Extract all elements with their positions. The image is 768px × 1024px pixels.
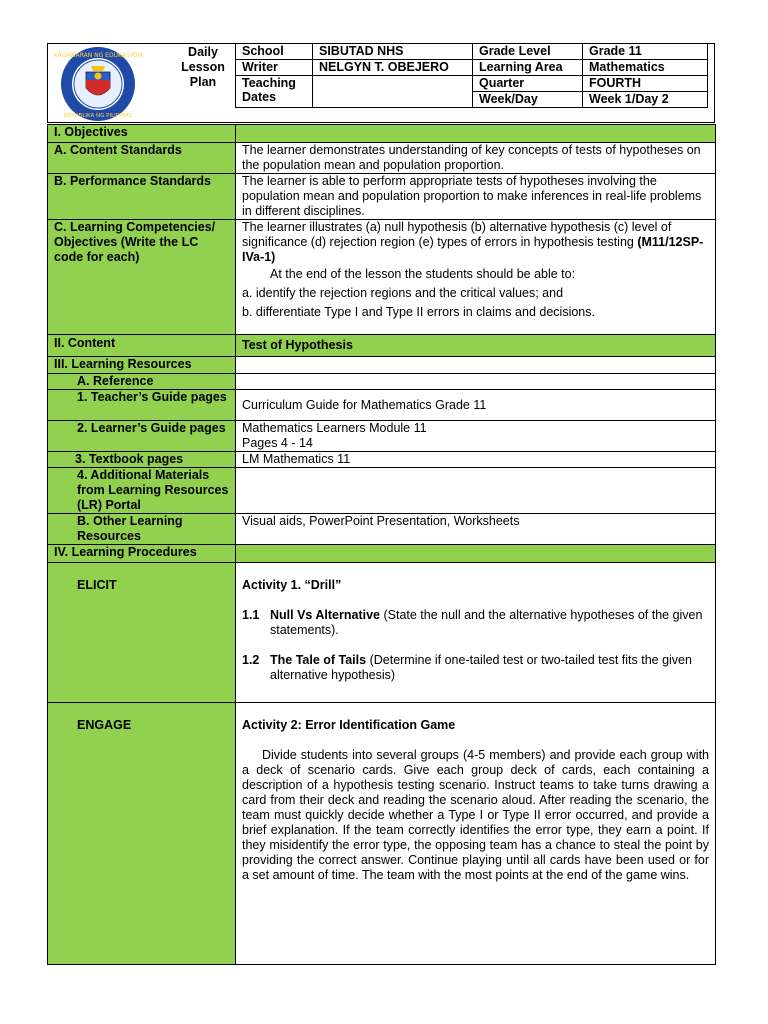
end-of-lesson-text: At the end of the lesson the students should be able to:: [270, 267, 576, 281]
engage-cell: [236, 703, 716, 965]
content-value: Test of Hypothesis: [236, 335, 716, 357]
teachers-guide-label: 1. Teacher’s Guide pages: [48, 390, 236, 421]
learning-resources-heading: III. Learning Resources: [48, 357, 236, 374]
competencies-cell: [236, 220, 716, 335]
content-standards-label: A. Content Standards: [48, 143, 236, 174]
learning-area-label: Learning Area: [473, 60, 583, 76]
activity2-title: Activity 2: Error Identification Game: [242, 718, 456, 732]
week-day-value: Week 1/Day 2: [583, 92, 708, 108]
teaching-dates-label: Teaching Dates: [236, 76, 313, 108]
teaching-dates-value: [313, 76, 473, 108]
activity2-text: Divide students into several groups (4-5 members) and provide each group with a deck of scenario cards. Give each group deck of cards, each containing a description of a hypothesis testing scenario. Instruct teams to take turns drawing a card from their deck and reading the scenario aloud. After reading the scenario, the team must quickly decide whether a Type I or Type II error occurred, and provide a brief explanation. If the team correctly identifies the error type, they earn a point. If they misidentify the error type, the opposing team has a chance to steal the point by providing the correct answer. Continue playing until all cards have been used or for a set amount of time. The team with the most points at the end of the game wins.: [242, 748, 709, 882]
header-meta-table: [235, 43, 708, 108]
quarter-value: FOURTH: [583, 76, 708, 92]
lesson-plan-table: [47, 124, 716, 965]
drill-item-2-title: The Tale of Tails: [270, 653, 367, 667]
activity1-title: Activity 1. “Drill”: [242, 578, 342, 592]
deped-seal-icon: [53, 46, 143, 122]
learners-guide-text-1: Mathematics Learners Module 11: [242, 421, 427, 435]
learning-procedures-heading: IV. Learning Procedures: [48, 545, 236, 563]
grade-level-label: Grade Level: [473, 44, 583, 60]
drill-item-1-title: Null Vs Alternative: [270, 608, 380, 622]
drill-item-2-text: (Determine if one-tailed test or two-tailed test fits the given alternative hypothesis): [270, 653, 692, 682]
teachers-guide-text: Curriculum Guide for Mathematics Grade 11: [236, 390, 716, 421]
writer-label: Writer: [236, 60, 313, 76]
lesson-plan-header: [47, 43, 715, 123]
drill-item-2: 1.2 The Tale of Tails (Determine if one-tailed test or two-tailed test fits the given alternative hypothesis): [242, 653, 692, 682]
week-day-label: Week/Day: [473, 92, 583, 108]
drill-item-1: 1.1 Null Vs Alternative (State the null and the alternative hypotheses of the given statements).: [242, 608, 703, 637]
daily-lesson-plan-title: Daily Lesson Plan: [181, 45, 225, 89]
quarter-label: Quarter: [473, 76, 583, 92]
competencies-label: C. Learning Competencies/ Objectives (Write the LC code for each): [48, 220, 236, 335]
textbook-text: LM Mathematics 11: [236, 452, 716, 468]
other-resources-text: Visual aids, PowerPoint Presentation, Worksheets: [236, 514, 716, 545]
objective-a: a. identify the rejection regions and the critical values; and: [242, 286, 564, 300]
svg-text:KAGAWARAN NG EDUKASYON: KAGAWARAN NG EDUKASYON: [53, 52, 143, 59]
grade-level-value: Grade 11: [583, 44, 708, 60]
textbook-label: 3. Textbook pages: [48, 452, 236, 468]
additional-materials-label: 4. Additional Materials from Learning Resources (LR) Portal: [48, 468, 236, 514]
performance-standards-text: The learner is able to perform appropriate tests of hypotheses involving the population mean and population proportion to make inferences in real-life problems in different disciplines.: [236, 174, 716, 220]
performance-standards-label: B. Performance Standards: [48, 174, 236, 220]
content-label: II. Content: [48, 335, 236, 357]
learners-guide-cell: [236, 421, 716, 452]
objectives-heading: I. Objectives: [48, 125, 236, 143]
learning-area-value: Mathematics: [583, 60, 708, 76]
content-standards-text: The learner demonstrates understanding of key concepts of tests of hypotheses on the population mean and population proportion.: [236, 143, 716, 174]
svg-text:REPUBLIKA NG PILIPINAS: REPUBLIKA NG PILIPINAS: [63, 113, 133, 119]
learners-guide-text-2: Pages 4 - 14: [242, 436, 313, 450]
other-resources-label: B. Other Learning Resources: [48, 514, 236, 545]
elicit-label: ELICIT: [48, 563, 236, 703]
competencies-text: The learner illustrates (a) null hypothesis (b) alternative hypothesis (c) level of significance (d) rejection region (e) types of errors in hypothesis testing: [242, 220, 672, 249]
school-value: SIBUTAD NHS: [313, 44, 473, 60]
lc-code: (M11/12SP-IVa-1): [242, 235, 704, 264]
engage-label: ENGAGE: [48, 703, 236, 965]
drill-item-1-text: (State the null and the alternative hypotheses of the given statements).: [270, 608, 703, 637]
learners-guide-label: 2. Learner’s Guide pages: [48, 421, 236, 452]
reference-label: A. Reference: [48, 374, 236, 390]
elicit-cell: [236, 563, 716, 703]
school-label: School: [236, 44, 313, 60]
writer-value: NELGYN T. OBEJERO: [313, 60, 473, 76]
objective-b: b. differentiate Type I and Type II errors in claims and decisions.: [242, 305, 595, 319]
